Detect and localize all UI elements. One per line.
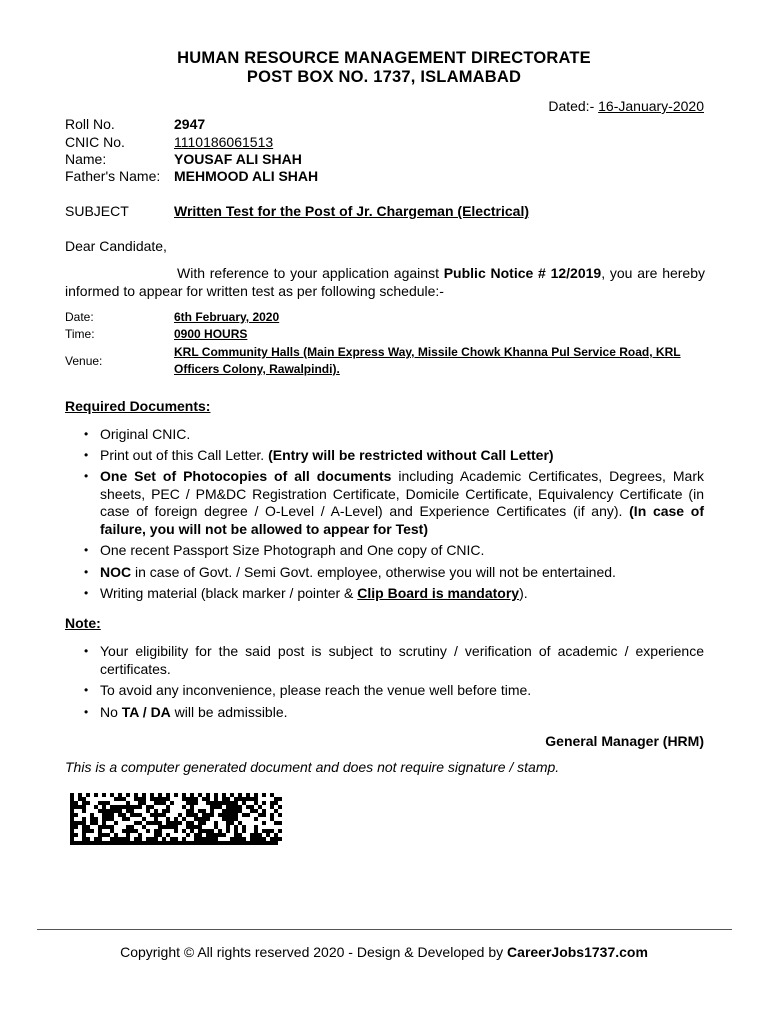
barcode-image	[70, 793, 282, 847]
list-item-text: No	[100, 703, 122, 720]
name-value: YOUSAF ALI SHAH	[174, 151, 302, 167]
list-item	[100, 426, 704, 444]
roll-value: 2947	[174, 116, 206, 132]
list-item-bold: TA / DA	[121, 703, 171, 720]
list-item	[100, 564, 704, 582]
list-item	[100, 468, 704, 538]
footer	[0, 944, 768, 960]
list-item	[100, 643, 704, 678]
list-item-text: One recent Passport Size Photograph and One copy of CNIC.	[100, 542, 485, 558]
note-list	[100, 643, 704, 721]
disclaimer: This is a computer generated document and does not require signature / stamp.	[65, 759, 560, 775]
list-item-bold: (Entry will be restricted without Call Letter)	[268, 446, 554, 463]
footer-brand: CareerJobs1737.com	[507, 944, 648, 960]
subject-value: Written Test for the Post of Jr. Chargeman (Electrical)	[174, 203, 529, 219]
note-heading: Note:	[65, 615, 101, 631]
schedule-venue-line-2: Officers Colony, Rawalpindi).	[174, 362, 340, 376]
cnic-value: 1110186061513	[174, 134, 274, 150]
list-item-bold: NOC	[100, 563, 132, 580]
schedule-date-value: 6th February, 2020	[174, 310, 280, 324]
schedule-venue-label: Venue:	[65, 354, 103, 368]
list-item	[100, 682, 704, 700]
signature-title: General Manager (HRM)	[545, 733, 704, 749]
header-line-2: POST BOX NO. 1737, ISLAMABAD	[246, 68, 522, 86]
dated-label: Dated:-	[548, 98, 595, 114]
salutation: Dear Candidate,	[65, 238, 167, 254]
list-item-text: Original CNIC.	[100, 426, 191, 442]
list-item-text: will be admissible.	[170, 703, 288, 720]
schedule-date-label: Date:	[65, 310, 94, 324]
list-item-text: ).	[519, 585, 528, 601]
schedule-time-label: Time:	[65, 327, 95, 341]
list-item-text: To avoid any inconvenience, please reach the venue well before time.	[100, 682, 532, 698]
list-item	[100, 542, 704, 560]
name-label: Name:	[65, 151, 107, 167]
list-item-bold: One Set of Photocopies of all documents	[100, 468, 392, 484]
intro-text-2: , you are hereby informed to appear for written test as per following schedule:-	[65, 265, 705, 299]
list-item-text: Your eligibility for the said post is subject to scrutiny / verification of academic / experience certificates.	[100, 643, 704, 677]
dated-value: 16-January-2020	[598, 98, 704, 114]
required-documents-heading: Required Documents:	[65, 398, 211, 414]
intro-paragraph	[65, 264, 705, 300]
list-item-text: Print out of this Call Letter.	[100, 446, 269, 463]
intro-text-1: With reference to your application against	[177, 265, 444, 281]
cnic-label: CNIC No.	[65, 134, 125, 150]
public-notice: Public Notice # 12/2019	[443, 265, 602, 281]
father-value: MEHMOOD ALI SHAH	[174, 168, 319, 184]
list-item	[100, 704, 704, 722]
required-documents-list	[100, 426, 704, 603]
list-item-bold: (In case of failure, you will not be allowed to appear for Test)	[100, 503, 705, 537]
list-item	[100, 447, 704, 465]
schedule-time-value: 0900 HOURS	[174, 327, 248, 341]
footer-divider	[37, 929, 732, 930]
list-item-text: Writing material (black marker / pointer &	[100, 585, 358, 601]
header-line-1: HUMAN RESOURCE MANAGEMENT DIRECTORATE	[177, 49, 591, 67]
list-item	[100, 585, 704, 603]
roll-label: Roll No.	[65, 116, 115, 132]
list-item-text: including Academic Certificates, Degrees, Mark sheets, PEC / PM&DC Registration Certificate, Domicile Certificate, Equivalency Certificate (in case of foreign degree / O-Level / A-Level) and Experience Certificates (if any).	[100, 468, 705, 519]
dated	[548, 98, 704, 114]
father-label: Father's Name:	[65, 168, 161, 184]
subject-label: SUBJECT	[65, 203, 129, 219]
footer-text: Copyright © All rights reserved 2020 - Design & Developed by	[120, 944, 508, 960]
list-item-text: in case of Govt. / Semi Govt. employee, otherwise you will not be entertained.	[131, 563, 616, 580]
schedule-venue-line-1: KRL Community Halls (Main Express Way, Missile Chowk Khanna Pul Service Road, KRL	[174, 345, 681, 359]
list-item-bold: Clip Board is mandatory	[357, 585, 520, 601]
